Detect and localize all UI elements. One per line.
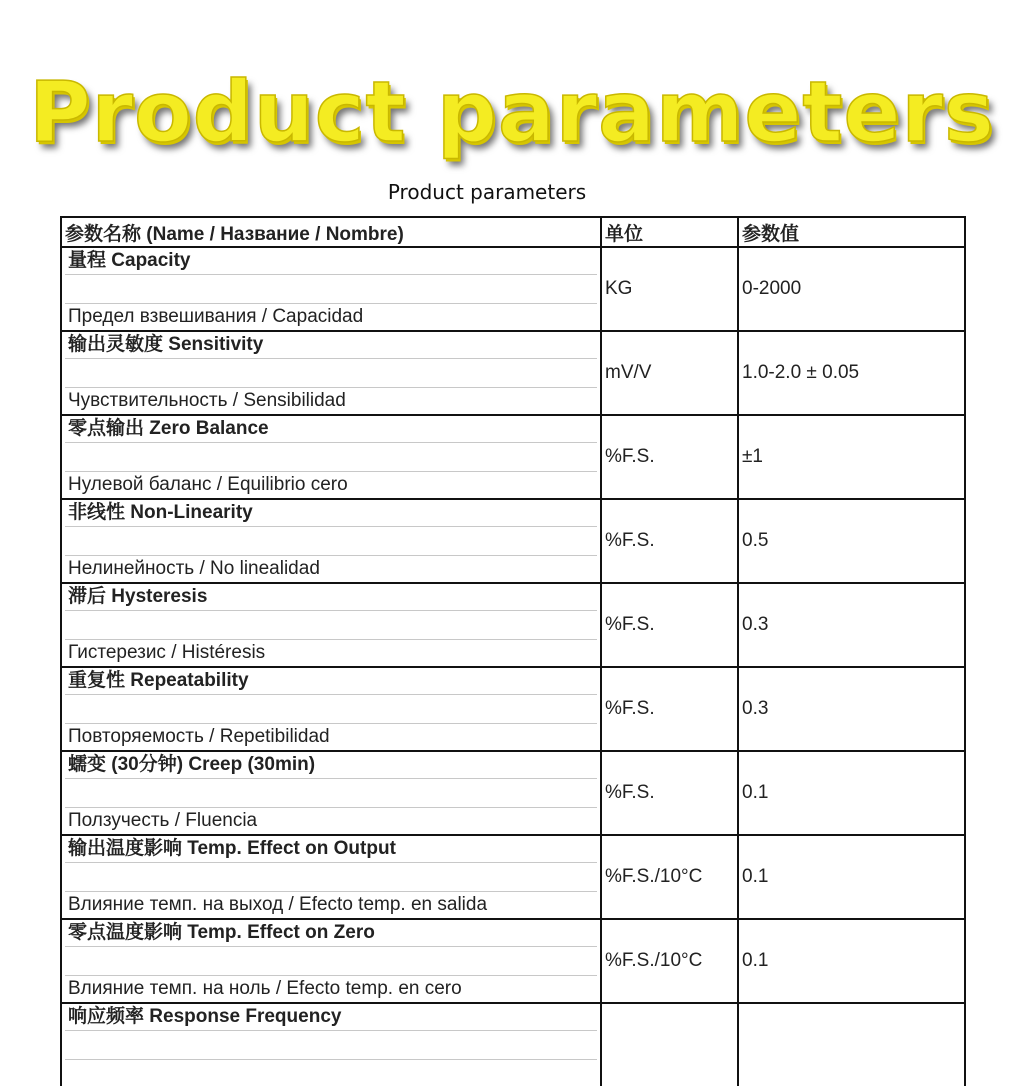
- param-unit: [601, 1003, 738, 1086]
- param-value: 0.1: [738, 919, 965, 1003]
- blank-line: [65, 527, 597, 556]
- table-row: [61, 331, 965, 415]
- param-translation: Гистерезис / Histéresis: [68, 642, 266, 663]
- param-name-cell: [61, 247, 601, 331]
- param-unit: %F.S.: [601, 583, 738, 667]
- param-translation: Влияние темп. на выход / Efecto temp. en salida: [68, 894, 488, 915]
- param-name: 蠕变 (30分钟) Creep (30min): [65, 752, 597, 779]
- param-value: 0.3: [738, 583, 965, 667]
- blank-line: [65, 611, 597, 640]
- param-name-cell: [61, 751, 601, 835]
- blank-line: [65, 359, 597, 388]
- param-value: ±1: [738, 415, 965, 499]
- header-unit: 单位: [601, 217, 738, 247]
- param-translation: Предел взвешивания / Capacidad: [68, 306, 364, 327]
- param-value: 0.1: [738, 751, 965, 835]
- blank-line: [65, 275, 597, 304]
- param-translation: [65, 1060, 597, 1086]
- table-row: [61, 583, 965, 667]
- param-name: 输出温度影响 Temp. Effect on Output: [65, 836, 597, 863]
- param-name-cell: [61, 415, 601, 499]
- param-value: 0-2000: [738, 247, 965, 331]
- banner-title: Product parameters: [29, 63, 995, 161]
- param-name-cell: [61, 667, 601, 751]
- table-row: [61, 667, 965, 751]
- table-row: [61, 919, 965, 1003]
- param-translation: Чувствительность / Sensibilidad: [68, 390, 346, 411]
- param-unit: %F.S./10°C: [601, 835, 738, 919]
- param-name-cell: [61, 919, 601, 1003]
- parameters-table: [60, 216, 966, 1086]
- param-unit: %F.S.: [601, 499, 738, 583]
- table-caption: Product parameters: [387, 180, 587, 204]
- param-unit: mV/V: [601, 331, 738, 415]
- header-row: [61, 217, 965, 247]
- param-name: 零点输出 Zero Balance: [65, 416, 597, 443]
- blank-line: [65, 443, 597, 472]
- blank-line: [65, 695, 597, 724]
- blank-line: [65, 1031, 597, 1060]
- param-name: 响应频率 Response Frequency: [65, 1004, 597, 1031]
- param-unit: %F.S.: [601, 667, 738, 751]
- blank-line: [65, 779, 597, 808]
- param-name-cell: [61, 835, 601, 919]
- blank-line: [65, 863, 597, 892]
- param-name: 零点温度影响 Temp. Effect on Zero: [65, 920, 597, 947]
- param-translation: Повторяемость / Repetibilidad: [68, 726, 330, 747]
- param-translation: Ползучесть / Fluencia: [68, 810, 258, 831]
- param-value: [738, 1003, 965, 1086]
- param-name-cell: [61, 1003, 601, 1086]
- table-row: [61, 415, 965, 499]
- param-value: 0.5: [738, 499, 965, 583]
- param-translation: Нелинейность / No linealidad: [68, 558, 320, 579]
- param-name: 重复性 Repeatability: [65, 668, 597, 695]
- param-value: 1.0-2.0 ± 0.05: [738, 331, 965, 415]
- param-name: 量程 Capacity: [65, 248, 597, 275]
- table-row: [61, 499, 965, 583]
- param-translation: Влияние темп. на ноль / Efecto temp. en cero: [68, 978, 462, 999]
- param-unit: %F.S./10°C: [601, 919, 738, 1003]
- param-value: 0.3: [738, 667, 965, 751]
- param-value: 0.1: [738, 835, 965, 919]
- param-translation: Нулевой баланс / Equilibrio cero: [68, 474, 348, 495]
- param-name-cell: [61, 499, 601, 583]
- param-name: 非线性 Non-Linearity: [65, 500, 597, 527]
- header-name: 参数名称 (Name / Название / Nombre): [61, 217, 601, 247]
- param-unit: KG: [601, 247, 738, 331]
- table-row: [61, 247, 965, 331]
- param-name: 输出灵敏度 Sensitivity: [65, 332, 597, 359]
- param-name-cell: [61, 331, 601, 415]
- param-unit: %F.S.: [601, 415, 738, 499]
- table-row: [61, 1003, 965, 1086]
- header-value: 参数值: [738, 217, 965, 247]
- param-name: 滞后 Hysteresis: [65, 584, 597, 611]
- blank-line: [65, 947, 597, 976]
- table-row: [61, 751, 965, 835]
- table-row: [61, 835, 965, 919]
- param-unit: %F.S.: [601, 751, 738, 835]
- param-name-cell: [61, 583, 601, 667]
